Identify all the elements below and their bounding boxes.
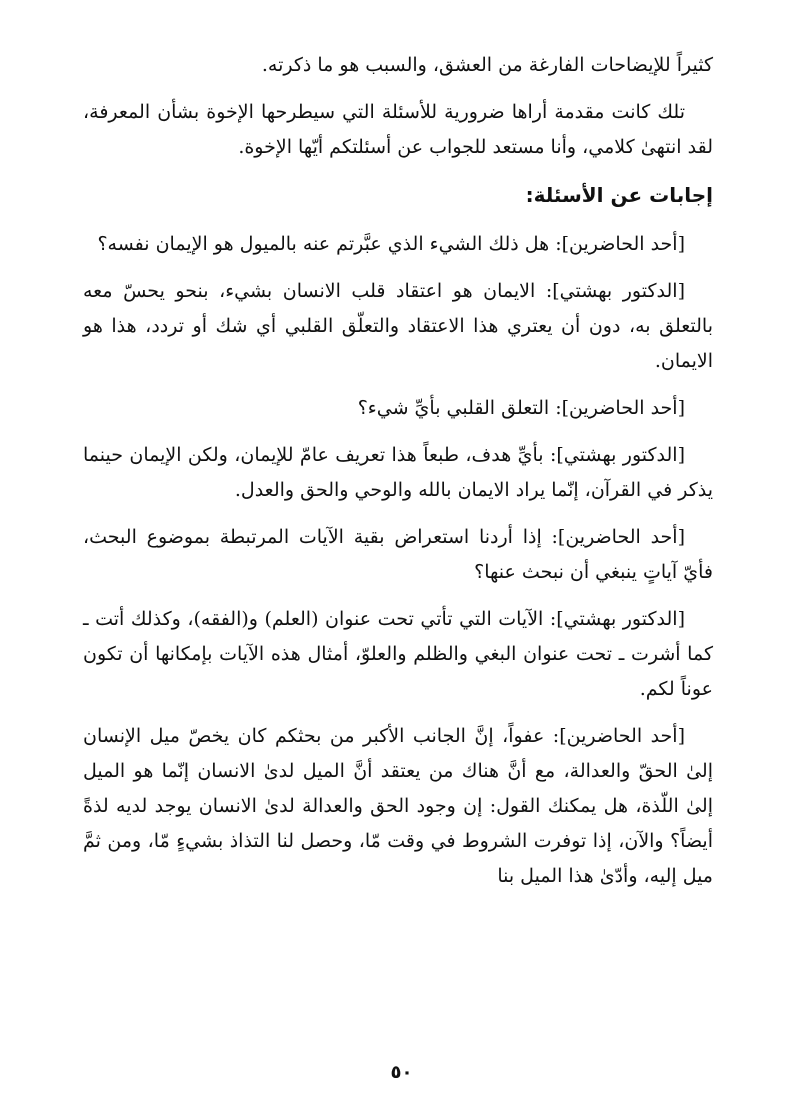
qa-answer-2: [الدكتور بهشتي]: بأيِّ هدف، طبعاً هذا تعريف عامّ للإيمان، ولكن الإيمان حينما يذكر في القرآن، إنّما يراد الايمان بالله والوحي والحق والعدل. [83,444,713,501]
qa-question-4: [أحد الحاضرين]: عفواً، إنَّ الجانب الأكبر من بحثكم كان يخصّ ميل الإنسان إلىٰ الحقّ والعدالة، مع أنَّ هناك من يعتقد أنَّ الميل لدىٰ الانسان إنّما هو الميل إلىٰ اللّذة، هل يمكنك القول: إن وجود الحق والعدالة لدىٰ الانسان يوجد لديه لذةً أيضاً؟ والآن، إذا توفرت الشروط في وقت مّا، وحصل لنا التذاذ بشيءٍ مّا، ومن ثمَّ ميل إليه، وأدّىٰ هذا الميل بنا [83,725,713,887]
page-body [83,48,713,906]
qa-answer-1: [الدكتور بهشتي]: الايمان هو اعتقاد قلب الانسان بشيء، بنحو يحسّ معه بالتعلق به، دون أن يعتري هذا الاعتقاد والتعلّق القلبي أي شك أو تردد، هذا هو الايمان. [83,280,713,372]
qa-question-3: [أحد الحاضرين]: إذا أردنا استعراض بقية الآيات المرتبطة بموضوع البحث، فأيّ آياتٍ ينبغي أن نبحث عنها؟ [83,526,713,583]
page-number: ٥٠ [390,1062,413,1083]
paragraph-continuation: كثيراً للإيضاحات الفارغة من العشق، والسبب هو ما ذكرته. [261,54,713,76]
section-heading: إجابات عن الأسئلة: [525,183,713,207]
paragraph-intro: تلك كانت مقدمة أراها ضرورية للأسئلة التي سيطرحها الإخوة بشأن المعرفة، لقد انتهىٰ كلامي، وأنا مستعد للجواب عن أسئلتكم أيّها الإخوة. [83,101,713,158]
qa-answer-3: [الدكتور بهشتي]: الآيات التي تأتي تحت عنوان (العلم) و(الفقه)، وكذلك أتت ـ كما أشرت ـ تحت عنوان البغي والظلم والعلوّ، أمثال هذه الآيات بإمكانها أن تكون عوناً لكم. [83,608,713,700]
qa-question-2: [أحد الحاضرين]: التعلق القلبي بأيِّ شيء؟ [357,397,685,419]
qa-question-1: [أحد الحاضرين]: هل ذلك الشيء الذي عبَّرتم عنه بالميول هو الإيمان نفسه؟ [97,233,685,255]
